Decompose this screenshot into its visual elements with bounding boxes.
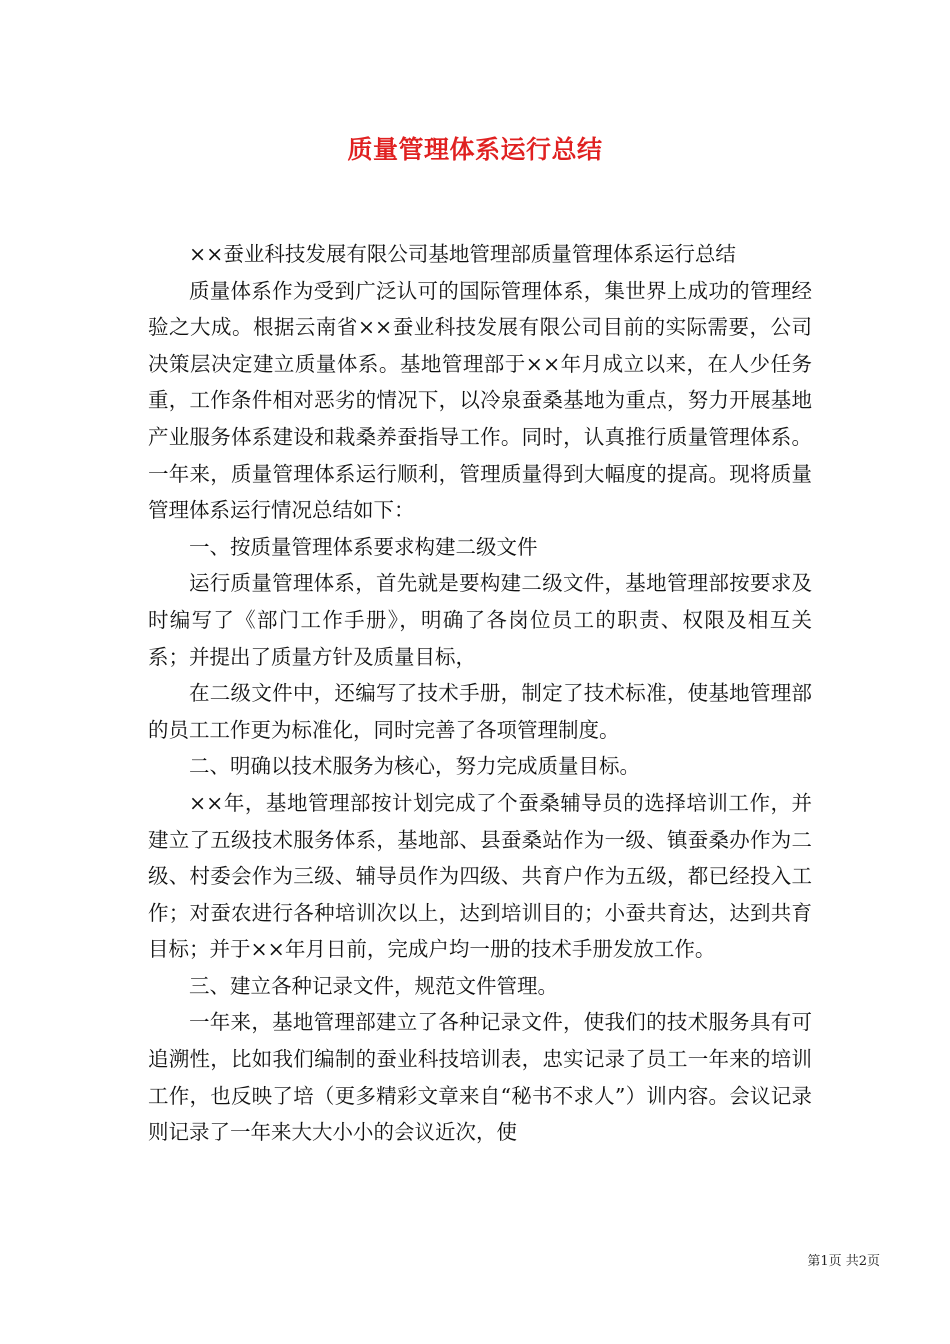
- document-body: [148, 236, 812, 1151]
- section-heading-1: 一、按质量管理体系要求构建二级文件: [189, 534, 538, 559]
- section-3-paragraph: 一年来，基地管理部建立了各种记录文件，使我们的技术服务具有可追溯性，比如我们编制的蚕业科技培训表，忠实记录了员工一年来的培训工作，也反映了培（更多精彩文章来自“秘书不求人”）训内容。会议记录则记录了一年来大大小小的会议近次，使: [148, 1010, 812, 1145]
- section-heading-3: 三、建立各种记录文件，规范文件管理。: [189, 973, 558, 998]
- section-1-paragraph-2: 在二级文件中，还编写了技术手册，制定了技术标准，使基地管理部的员工工作更为标准化，同时完善了各项管理制度。: [148, 681, 812, 742]
- document-title: 质量管理体系运行总结: [347, 135, 603, 164]
- section-heading-2: 二、明确以技术服务为核心，努力完成质量目标。: [189, 754, 640, 779]
- page-number: 第1页 共2页: [807, 1254, 880, 1269]
- section-1-paragraph-1: 运行质量管理体系，首先就是要构建二级文件，基地管理部按要求及时编写了《部门工作手册》，明确了各岗位员工的职责、权限及相互关系；并提出了质量方针及质量目标，: [148, 571, 812, 669]
- intro-paragraph: 质量体系作为受到广泛认可的国际管理体系，集世界上成功的管理经验之大成。根据云南省××蚕业科技发展有限公司目前的实际需要，公司决策层决定建立质量体系。基地管理部于××年月成立以来，在人少任务重，工作条件相对恶劣的情况下，以冷泉蚕桑基地为重点，努力开展基地产业服务体系建设和栽桑养蚕指导工作。同时，认真推行质量管理体系。一年来，质量管理体系运行顺利，管理质量得到大幅度的提高。现将质量管理体系运行情况总结如下：: [148, 278, 812, 523]
- subtitle-line: ××蚕业科技发展有限公司基地管理部质量管理体系运行总结: [189, 242, 736, 266]
- section-2-paragraph: ××年，基地管理部按计划完成了个蚕桑辅导员的选择培训工作，并建立了五级技术服务体系，基地部、县蚕桑站作为一级、镇蚕桑办作为二级、村委会作为三级、辅导员作为四级、共育户作为五级，都已经投入工作；对蚕农进行各种培训次以上，达到培训目的；小蚕共育达，达到共育目标；并于××年月日前，完成户均一册的技术手册发放工作。: [148, 790, 812, 962]
